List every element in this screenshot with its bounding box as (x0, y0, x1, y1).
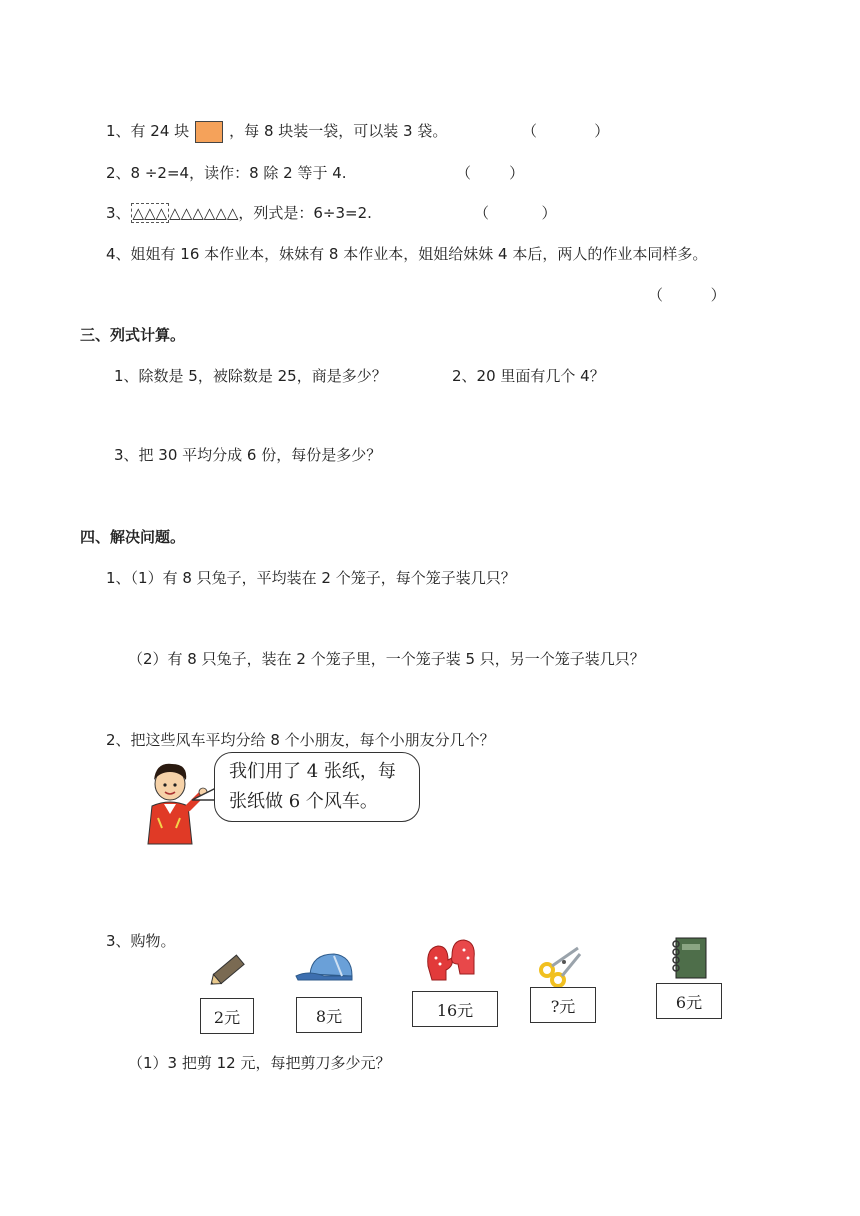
judge-item-1-text-b: ，每 8 块装一袋，可以装 3 袋。 (229, 122, 448, 140)
price-tag-mittens: 16元 (412, 991, 498, 1027)
price-tag-scissors: ?元 (530, 987, 596, 1023)
section-4-heading: 四、解决问题。 (80, 528, 186, 546)
orange-block-icon (195, 121, 223, 143)
section-4-question-2: 2、把这些风车平均分给 8 个小朋友，每个小朋友分几个？ (106, 731, 495, 749)
speech-bubble-line-1: 我们用了 4 张纸，每 (229, 761, 396, 782)
section-3-question-3: 3、把 30 平均分成 6 份，每份是多少？ (114, 446, 382, 464)
judge-item-4: 4、姐姐有 16 本作业本，妹妹有 8 本作业本，姐姐给妹妹 4 本后，两人的作业本同样多。 (106, 245, 708, 263)
price-tag-pencil: 2元 (200, 998, 254, 1034)
judge-item-3 (106, 202, 372, 223)
judge-item-3-answer-paren[interactable]: （ ） (474, 204, 557, 222)
scissors-icon (538, 944, 584, 988)
judge-item-2: 2、8 ÷2=4，读作：8 除 2 等于 4. (106, 164, 347, 182)
price-tag-notebook: 6元 (656, 983, 722, 1019)
section-4-question-1-2: （2）有 8 只兔子，装在 2 个笼子里，一个笼子装 5 只，另一个笼子装几只？ (128, 650, 645, 668)
dashed-triangle-group: △△△ (132, 204, 168, 222)
speech-bubble (214, 752, 420, 822)
judge-item-1-text-a: 1、有 24 块 (106, 122, 190, 140)
section-3-question-2: 2、20 里面有几个 4？ (452, 367, 605, 385)
price-tag-cap: 8元 (296, 997, 362, 1033)
pencil-icon (206, 950, 250, 990)
judge-item-4-answer-paren[interactable]: （ ） (648, 286, 726, 304)
speech-bubble-line-2: 张纸做 6 个风车。 (229, 791, 378, 812)
judge-item-1 (106, 120, 447, 143)
section-3-heading: 三、列式计算。 (80, 326, 186, 344)
judge-item-1-answer-paren[interactable]: （ ） (522, 122, 610, 140)
section-4-question-1-1: 1、（1）有 8 只兔子，平均装在 2 个笼子，每个笼子装几只？ (106, 569, 516, 587)
judge-item-3-text-b: △△△△△△，列式是：6÷3=2. (169, 204, 372, 222)
mittens-icon (424, 936, 480, 986)
notebook-icon (668, 934, 710, 982)
judge-item-2-answer-paren[interactable]: （ ） (456, 164, 525, 182)
cap-icon (294, 948, 362, 988)
section-3-question-1: 1、除数是 5，被除数是 25，商是多少？ (114, 367, 387, 385)
section-4-question-3-1: （1）3 把剪 12 元，每把剪刀多少元？ (128, 1054, 391, 1072)
judge-item-3-text-a: 3、 (106, 204, 131, 222)
section-4-question-3: 3、购物。 (106, 932, 176, 950)
